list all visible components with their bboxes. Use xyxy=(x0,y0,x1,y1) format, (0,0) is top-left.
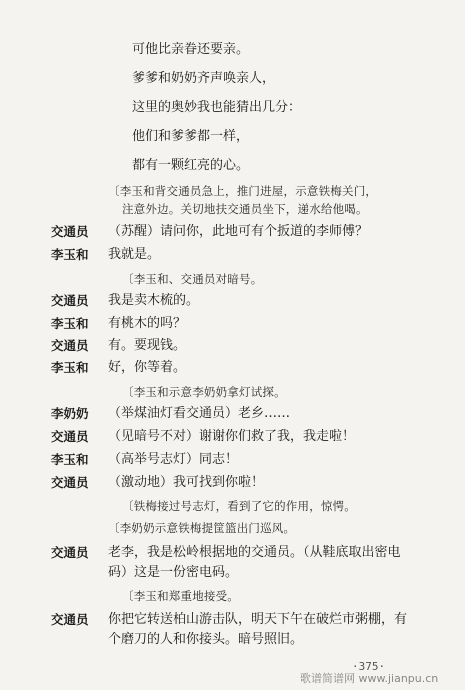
speaker-name: 交通员 xyxy=(51,612,89,627)
speaker-name: 交通员 xyxy=(51,475,89,490)
stage-direction: 〔铁梅接过号志灯，看到了它的作用，惊愕。 xyxy=(122,499,356,513)
speaker-name: 李玉和 xyxy=(51,247,89,262)
dialogue-text: 有桃木的吗？ xyxy=(108,316,187,331)
dialogue-line xyxy=(0,406,465,424)
dialogue-text: 有。要现钱。 xyxy=(108,338,187,353)
dialogue-line xyxy=(0,316,465,334)
stage-direction: 〔李玉和背交通员急上，推门进屋，示意铁梅关门， xyxy=(108,184,378,198)
dialogue-text: 我就是。 xyxy=(108,247,161,262)
dialogue-line xyxy=(0,612,465,652)
dialogue-line xyxy=(0,452,465,470)
speaker-name: 李玉和 xyxy=(51,360,89,375)
speaker-name: 交通员 xyxy=(51,338,89,353)
dialogue-text: （举煤油灯看交通员）老乡…… xyxy=(108,406,291,421)
speaker-name: 交通员 xyxy=(51,293,89,308)
verse-line: 都有一颗红亮的心。 xyxy=(132,158,250,173)
dialogue-text: （激动地）我可找到你啦！ xyxy=(108,475,265,490)
dialogue-text: 我是卖木梳的。 xyxy=(108,293,200,308)
speaker-name: 李玉和 xyxy=(51,452,89,467)
dialogue-line xyxy=(0,475,465,493)
dialogue-text-continued: 个磨刀的人和你接头。暗号照旧。 xyxy=(108,632,304,647)
dialogue-text: （见暗号不对）谢谢你们救了我，我走啦！ xyxy=(108,429,356,444)
stage-direction: 〔李玉和、交通员对暗号。 xyxy=(122,272,263,286)
watermark: 歌谱简谱网 www.jianpu.cn xyxy=(300,672,439,685)
speaker-name: 交通员 xyxy=(51,545,89,560)
stage-direction: 〔李玉和郑重地接受。 xyxy=(122,589,239,603)
dialogue-line xyxy=(0,360,465,378)
page-number: ·375· xyxy=(352,660,386,673)
verse-line: 他们和爹爹都一样， xyxy=(132,129,250,144)
dialogue-text: 你把它转送柏山游击队，明天下午在破烂市粥棚，有 xyxy=(108,612,408,627)
dialogue-line xyxy=(0,224,465,242)
stage-direction: 〔李玉和示意李奶奶拿灯试探。 xyxy=(122,385,286,399)
stage-direction: 注意外边。关切地扶交通员坐下，递水给他喝。 xyxy=(122,202,368,216)
verse-line: 这里的奥妙我也能猜出几分： xyxy=(132,100,302,115)
stage-direction: 〔李奶奶示意铁梅提筐篮出门巡风。 xyxy=(108,521,296,535)
dialogue-text: （高举号志灯）同志！ xyxy=(108,452,239,467)
dialogue-line xyxy=(0,338,465,356)
dialogue-line xyxy=(0,545,465,585)
verse-line: 可他比亲眷还要亲。 xyxy=(132,42,250,57)
speaker-name: 交通员 xyxy=(51,224,89,239)
dialogue-line xyxy=(0,247,465,265)
verse-line: 爹爹和奶奶齐声唤亲人， xyxy=(132,71,276,86)
dialogue-text-continued: 码）这是一份密电码。 xyxy=(108,565,239,580)
dialogue-line xyxy=(0,429,465,447)
dialogue-text: 老李，我是松岭根据地的交通员。（从鞋底取出密电 xyxy=(108,545,401,560)
dialogue-text: 好，你等着。 xyxy=(108,360,187,375)
dialogue-line xyxy=(0,293,465,311)
dialogue-text: （苏醒）请问你，此地可有个扳道的李师傅？ xyxy=(108,224,369,239)
speaker-name: 李玉和 xyxy=(51,316,89,331)
speaker-name: 李奶奶 xyxy=(51,406,89,421)
speaker-name: 交通员 xyxy=(51,429,89,444)
